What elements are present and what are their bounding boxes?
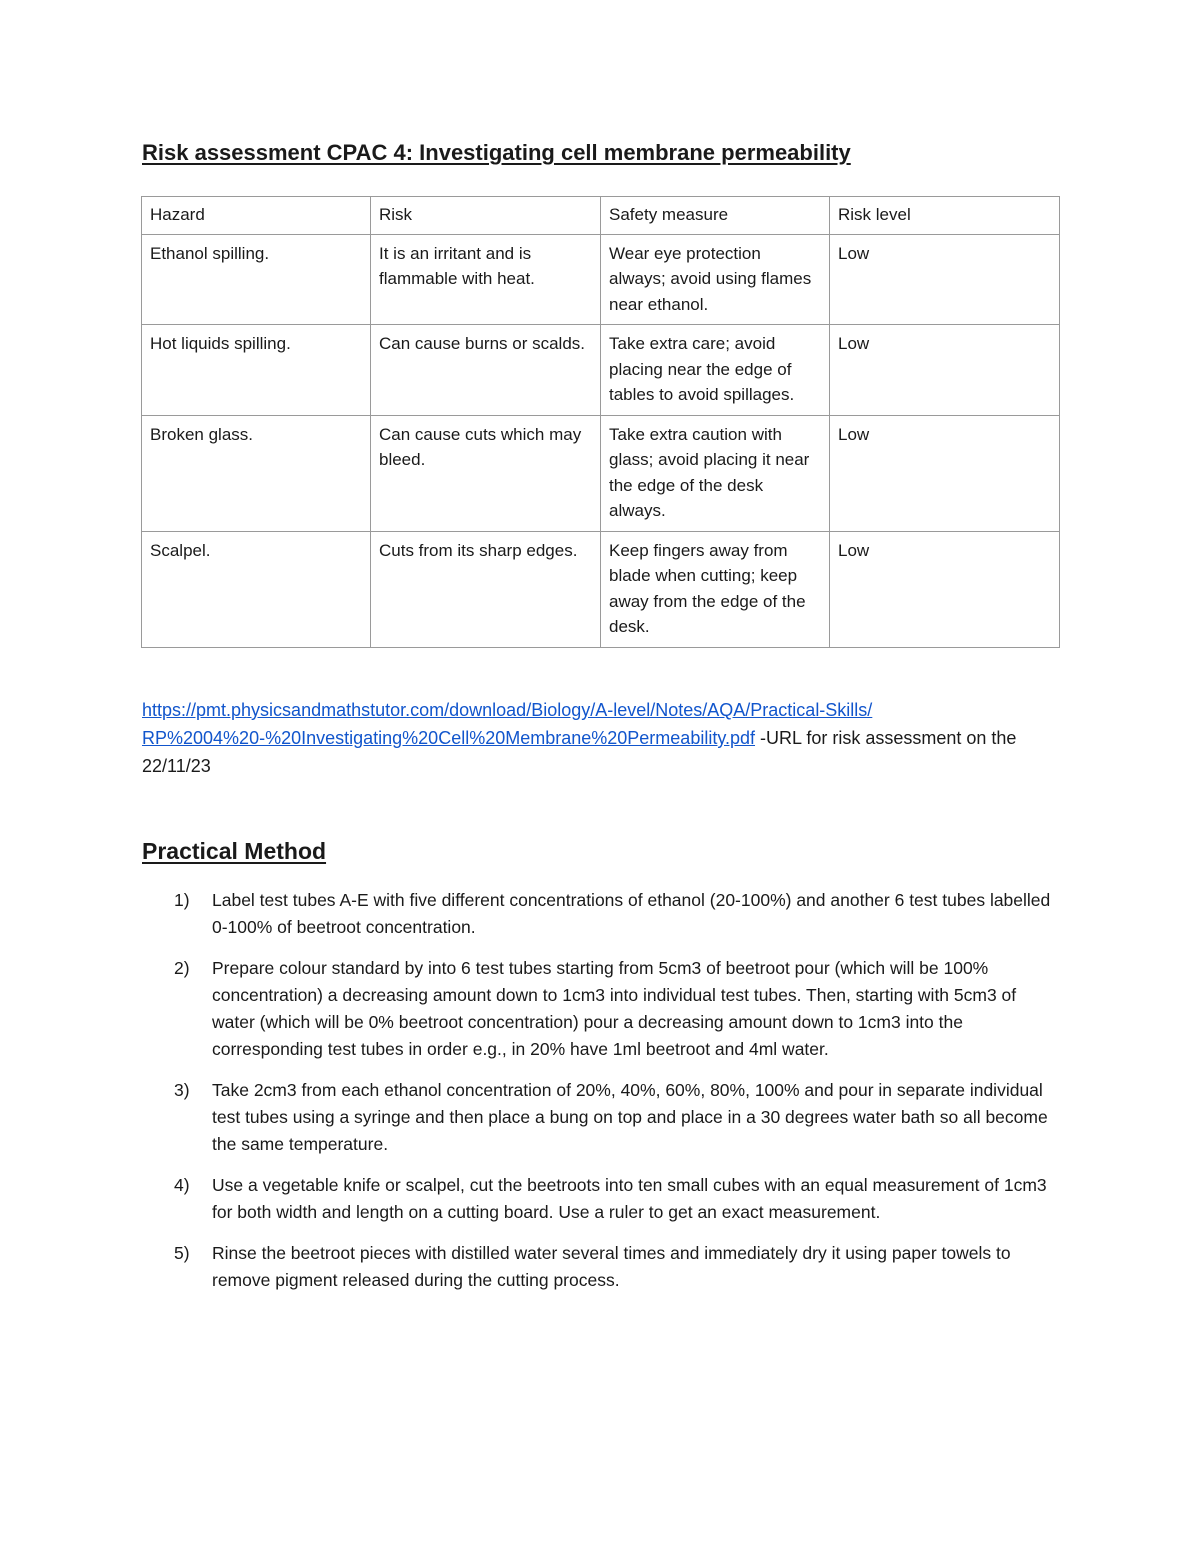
risk-level-cell: Low [830,325,1060,416]
table-row [142,234,1060,325]
hazard-cell: Scalpel. [142,531,371,647]
step-number: 5) [174,1243,190,1263]
source-link-part-2: RP%2004%20-%20Investigating%20Cell%20Membrane%20Permeability.pdf [142,728,756,748]
step-text: Label test tubes A-E with five different concentrations of ethanol (20-100%) and another 6 test tubes labelled 0-100% of beetroot concentration. [212,890,1051,937]
step-text: Prepare colour standard by into 6 test tubes starting from 5cm3 of beetroot pour (which will be 100% concentration) a decreasing amount down to 1cm3 into individual test tubes. Then, starting with 5cm3 of water (which will be 0% beetroot concentration) pour a decreasing amount down to 1cm3 into the corresponding test tubes in order e.g., in 20% have 1ml beetroot and 4ml water. [212,958,1017,1059]
step-number: 4) [174,1175,190,1195]
document-title: Risk assessment CPAC 4: Investigating cell membrane permeability [142,140,851,165]
list-item [142,1240,1062,1294]
list-item [142,887,1062,941]
risk-assessment-table [141,196,1060,648]
step-text: Use a vegetable knife or scalpel, cut the beetroots into ten small cubes with an equal measurement of 1cm3 for both width and length on a cutting board. Use a ruler to get an exact measurement. [212,1175,1047,1222]
hazard-cell: Broken glass. [142,415,371,531]
risk-cell: Cuts from its sharp edges. [371,531,601,647]
step-text: Take 2cm3 from each ethanol concentration of 20%, 40%, 60%, 80%, 100% and pour in separate individual test tubes using a syringe and then place a bung on top and place in a 30 degrees water bath so all become the same temperature. [212,1080,1048,1154]
method-steps-list [142,887,1062,1308]
safety-cell: Take extra care; avoid placing near the edge of tables to avoid spillages. [601,325,830,416]
step-number: 3) [174,1080,190,1100]
table-row [142,325,1060,416]
risk-cell: Can cause cuts which may bleed. [371,415,601,531]
list-item [142,955,1062,1063]
header-safety-measure: Safety measure [601,197,830,235]
list-item [142,1172,1062,1226]
table-row [142,531,1060,647]
table-header-row [142,197,1060,235]
step-text: Rinse the beetroot pieces with distilled water several times and immediately dry it using paper towels to remove pigment released during the cutting process. [212,1243,1011,1290]
safety-cell: Keep fingers away from blade when cutting; keep away from the edge of the desk. [601,531,830,647]
header-risk-level: Risk level [830,197,1060,235]
header-hazard: Hazard [142,197,371,235]
step-number: 1) [174,890,190,910]
risk-level-cell: Low [830,234,1060,325]
list-item [142,1077,1062,1158]
safety-cell: Take extra caution with glass; avoid placing it near the edge of the desk always. [601,415,830,531]
risk-cell: Can cause burns or scalds. [371,325,601,416]
risk-level-cell: Low [830,415,1060,531]
risk-level-cell: Low [830,531,1060,647]
header-risk: Risk [371,197,601,235]
safety-cell: Wear eye protection always; avoid using flames near ethanol. [601,234,830,325]
source-note: -URL for risk assessment on the 22/11/23 [142,728,1017,776]
source-link-part-1: https://pmt.physicsandmathstutor.com/download/Biology/A-level/Notes/AQA/Practical-Skills/ [142,700,873,720]
risk-cell: It is an irritant and is flammable with heat. [371,234,601,325]
method-heading: Practical Method [142,838,327,864]
table-row [142,415,1060,531]
step-number: 2) [174,958,190,978]
source-citation [142,696,1072,780]
hazard-cell: Ethanol spilling. [142,234,371,325]
hazard-cell: Hot liquids spilling. [142,325,371,416]
